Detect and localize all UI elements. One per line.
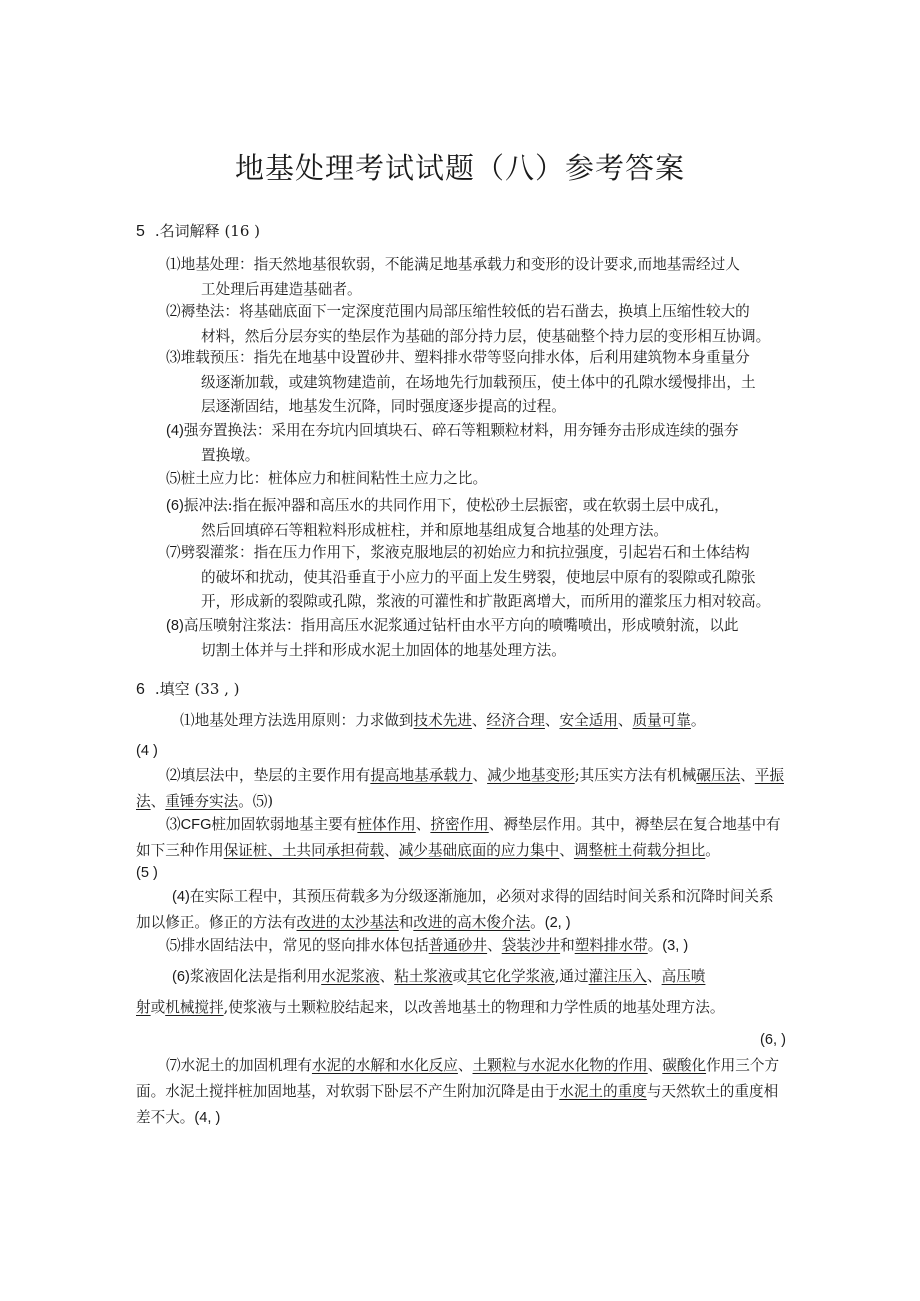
answer-blank: 改进的高木俊介法: [413, 914, 531, 931]
item-marker: (4): [172, 889, 190, 905]
answer-blank: 减少地基变形: [487, 767, 575, 784]
item-text: 置换墩。: [201, 446, 260, 464]
item-marker: (6): [166, 498, 184, 514]
fill-question: [136, 1053, 786, 1131]
item-text: 强夯置换法：采用在夯坑内回填块石、碎石等粗颗粒材料，用夯锤夯击形成连续的强夯: [183, 422, 739, 439]
question-text: ⑶: [166, 816, 181, 833]
question-text: 在实际工程中，其预压荷载多为分级逐渐施加，必须对求得的固结时间关系和沉降时间关系加以修正。修正的方法有: [136, 888, 774, 931]
fill-question: [136, 763, 786, 815]
answer-blank: 袋装沙井: [501, 937, 561, 954]
definition-item: [166, 614, 796, 663]
question-text: 、: [472, 767, 488, 784]
item-marker: (8): [166, 618, 184, 634]
definition-item: [166, 419, 796, 468]
section-heading-fill-blanks: [136, 678, 240, 699]
item-text: 褥垫法：将基础底面下一定深度范围内局部压缩性较低的岩石凿去，换填上压缩性较大的: [180, 303, 750, 320]
question-text: 与天然软土的重度相差不大。: [136, 1083, 779, 1126]
question-text: ,使浆液与土颗粒胶结起来，以改善地基土的物理和力学性质的地基处理方法。: [223, 999, 725, 1016]
question-text: CFG: [180, 817, 212, 833]
question-text: 。⑸): [238, 793, 274, 810]
question-text: 。: [530, 914, 545, 931]
question-text: 或: [150, 999, 166, 1016]
question-text: ⑵填层法中，垫层的主要作用有: [166, 767, 371, 784]
answer-blank: 高压喷: [661, 968, 706, 985]
answer-blank: 技术先进: [413, 712, 472, 729]
question-text: 、褥垫层作用。其中，褥垫层在复合地基中有如下三种作用: [136, 816, 781, 859]
question-text: 、: [415, 816, 431, 833]
item-marker: (4): [166, 423, 184, 439]
item-text: 开，形成新的裂隙或孔隙，浆液的可灌性和扩散距离增大，而所用的灌浆压力相对较高。: [201, 593, 771, 610]
definition-item: [166, 467, 796, 492]
item-marker: ⑺: [166, 544, 181, 561]
question-text: 和: [398, 914, 414, 931]
page-title: 地基处理考试试题（八）参考答案: [234, 151, 685, 185]
answer-blank: 平振法: [136, 767, 784, 810]
item-text: 高压喷射注浆法：指用高压水泥浆通过钻杆由水平方向的喷嘴喷出，形成喷射流，以此: [183, 617, 739, 634]
score-label: (4 ): [136, 743, 158, 759]
item-text: 劈裂灌浆：指在压力作用下，浆液克服地层的初始应力和抗拉强度，引起岩石和土体结构: [180, 544, 750, 561]
item-text: 堆载预压：指先在地基中设置砂井、塑料排水带等竖向排水体，后利用建筑物本身重量分: [180, 349, 750, 366]
item-text: 级逐渐加载，或建筑物建造前，在场地先行加载预压，使土体中的孔隙水缓慢排出，土: [201, 373, 756, 391]
item-text: 工处理后再建造基础者。: [201, 280, 362, 298]
item-text: 振冲法:指在振冲器和高压水的共同作用下，使松砂土层振密，或在软弱土层中成孔，: [183, 497, 729, 514]
score-label: (6, ): [760, 1032, 786, 1048]
definition-item: [166, 541, 796, 615]
fill-question: [136, 708, 786, 734]
answer-blank: 机械搅拌: [165, 999, 224, 1016]
section-title: .填空 (33 , ): [154, 680, 240, 698]
score-label: (5 ): [136, 865, 158, 881]
item-marker: ⑵: [166, 303, 181, 320]
question-text: 、: [384, 842, 399, 859]
answer-blank: 灌注压入: [588, 968, 647, 985]
answer-blank: 桩体作用: [357, 816, 416, 833]
item-text: 切割土体并与土拌和形成水泥土加固体的地基处理方法。: [201, 641, 566, 659]
question-text: 浆液固化法是指利用: [189, 968, 322, 985]
question-text: 和: [560, 937, 575, 954]
question-text: 。: [705, 842, 720, 859]
answer-blank: 普通砂井: [428, 937, 488, 954]
answer-blank: 射: [136, 999, 151, 1016]
item-text: 材料，然后分层夯实的垫层作为基础的部分持力层，使基础整个持力层的变形相互协调。: [201, 327, 771, 345]
question-text: 或: [452, 968, 468, 985]
question-text: 、: [379, 968, 395, 985]
fill-question: [136, 884, 786, 936]
answer-blank: 碾压法: [696, 767, 741, 784]
answer-blank: 碳酸化: [662, 1057, 707, 1074]
question-text: 、: [487, 937, 502, 954]
answer-blank: 粘土浆液: [394, 968, 453, 985]
item-text: 然后回填碎石等粗粒料形成桩柱，并和原地基组成复合地基的处理方法。: [201, 521, 669, 539]
item-marker: (6): [172, 969, 190, 985]
question-text: ⑺水泥土的加固机理有: [166, 1057, 312, 1074]
item-marker: ⑴: [166, 256, 181, 273]
answer-blank: 质量可靠: [632, 712, 691, 729]
definition-item: [166, 300, 796, 349]
question-text: 、: [559, 842, 574, 859]
fill-question-continued: [136, 995, 786, 1021]
answer-blank: 重锤夯实法: [165, 793, 239, 810]
question-text: 、: [647, 1057, 663, 1074]
fill-question: [136, 964, 786, 990]
answer-blank: 保证桩、土共同承担荷载: [223, 842, 385, 859]
section-number: 6: [136, 681, 145, 698]
section-number: 5: [136, 223, 145, 240]
answer-blank: 水泥的水解和水化反应: [311, 1057, 458, 1074]
item-text: 地基处理：指天然地基很软弱，不能满足地基承载力和变形的设计要求,而地基需经过人: [180, 256, 740, 273]
definition-item: [166, 346, 796, 420]
question-text: 作用三个方面。水泥土搅拌桩加固地基，对软弱下卧层不产生附加沉降是由于: [136, 1057, 780, 1100]
question-text: 、: [617, 712, 633, 729]
item-marker: ⑸: [166, 470, 181, 487]
score-label: (3, ): [662, 938, 689, 954]
score-label: (4, ): [194, 1110, 221, 1126]
score-label: (2, ): [544, 915, 571, 931]
question-text: ⑴地基处理方法选用原则：力求做到: [180, 712, 414, 729]
item-marker: ⑶: [166, 349, 181, 366]
question-text: 桩加固软弱地基主要有: [211, 816, 358, 833]
answer-blank: 调整桩土荷载分担比: [573, 842, 706, 859]
definition-item: [166, 494, 796, 543]
answer-blank: 水泥土的重度: [559, 1083, 647, 1100]
fill-question: [136, 933, 786, 959]
section-heading-definitions: [136, 220, 260, 241]
item-text: 层逐渐固结，地基发生沉降，同时强度逐步提高的过程。: [201, 398, 566, 415]
item-text: 的破坏和扰动，使其沿垂直于小应力的平面上发生劈裂，使地层中原有的裂隙或孔隙张: [201, 568, 756, 586]
answer-blank: 提高地基承载力: [370, 767, 473, 784]
answer-blank: 水泥浆液: [321, 968, 380, 985]
question-text: 、: [150, 793, 166, 810]
answer-blank: 塑料排水带: [574, 937, 648, 954]
question-text: ;其压实方法有机械: [574, 767, 697, 784]
answer-blank: 经济合理: [486, 712, 545, 729]
answer-blank: 安全适用: [559, 712, 618, 729]
question-text: 、: [740, 767, 755, 784]
definition-item: [166, 253, 796, 302]
answer-blank: 减少基础底面的应力集中: [398, 842, 560, 859]
answer-blank: 改进的太沙基法: [296, 914, 399, 931]
question-text: 、: [544, 712, 560, 729]
section-title: .名词解释 (16 ): [154, 222, 261, 240]
question-text: 、: [457, 1057, 473, 1074]
answer-blank: 挤密作用: [430, 816, 489, 833]
question-text: 。: [690, 712, 706, 729]
question-text: 、: [471, 712, 487, 729]
answer-blank: 其它化学浆液: [467, 968, 555, 985]
question-text: ,通过: [554, 968, 589, 985]
question-text: 、: [647, 968, 662, 985]
item-text: 桩土应力比：桩体应力和桩间粘性土应力之比。: [180, 470, 488, 487]
question-text: 。: [647, 937, 663, 954]
answer-blank: 土颗粒与水泥水化物的作用: [472, 1057, 648, 1074]
question-text: ⑸排水固结法中，常见的竖向排水体包括: [166, 937, 429, 954]
fill-question: [136, 812, 786, 864]
